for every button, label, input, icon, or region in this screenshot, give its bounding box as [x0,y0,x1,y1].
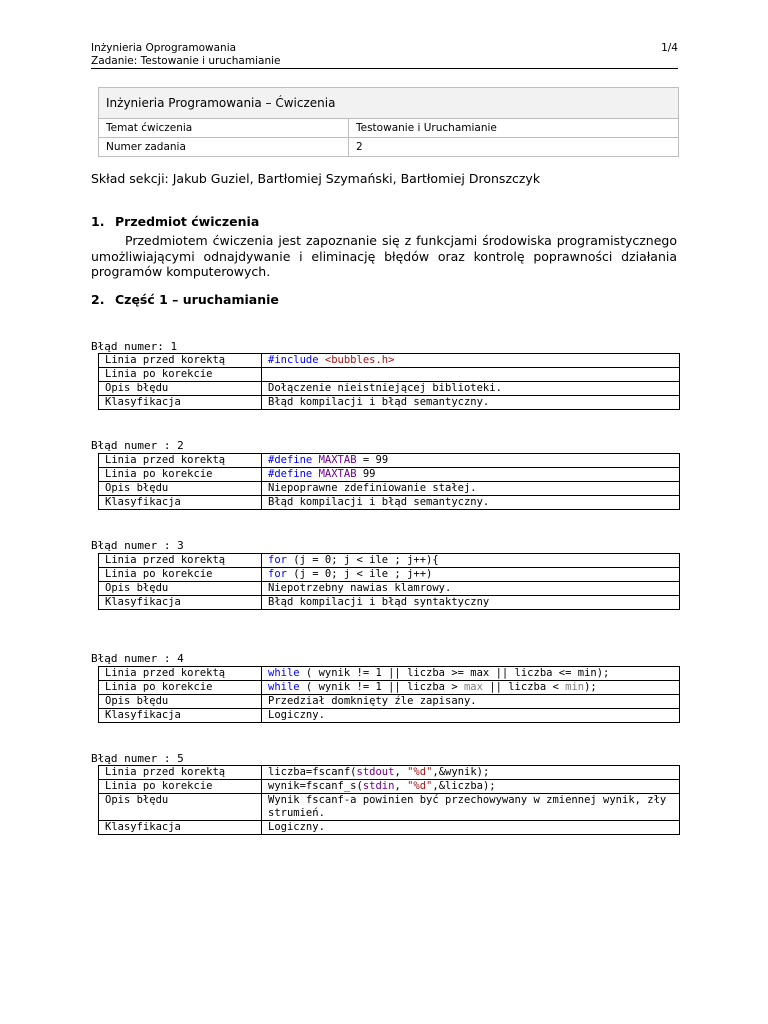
row-label: Linia przed korektą [99,667,262,681]
row-label: Linia przed korektą [99,766,262,780]
error-description: Niepoprawne zdefiniowanie stałej. [262,482,680,496]
task-name: Zadanie: Testowanie i uruchamianie [91,55,281,67]
error-label: Błąd numer : 4 [91,652,184,665]
row-label: Linia po korekcie [99,780,262,794]
error-classification: Logiczny. [262,709,680,723]
error-table [98,453,680,510]
code-before: for (j = 0; j < ile ; j++){ [262,554,680,568]
error-classification: Logiczny. [262,821,680,835]
code-before: #define MAXTAB = 99 [262,454,680,468]
code-after: for (j = 0; j < ile ; j++) [262,568,680,582]
header-divider [91,68,678,69]
code-after: #define MAXTAB 99 [262,468,680,482]
course-name: Inżynieria Oprogramowania [91,42,237,54]
row-label: Klasyfikacja [99,396,262,410]
code-before: liczba=fscanf(stdout, "%d",&wynik); [262,766,680,780]
code-after [262,368,680,382]
code-after: while ( wynik != 1 || liczba > max || liczba < min); [262,681,680,695]
row-label: Linia przed korektą [99,554,262,568]
row-label: Klasyfikacja [99,709,262,723]
error-table [98,553,680,610]
error-description: Dołączenie nieistniejącej biblioteki. [262,382,680,396]
error-classification: Błąd kompilacji i błąd semantyczny. [262,496,680,510]
error-label: Błąd numer: 1 [91,340,178,353]
page-header [91,42,678,68]
row-label: Linia przed korektą [99,454,262,468]
error-table [98,666,680,723]
row-label: Klasyfikacja [99,821,262,835]
row-label: Klasyfikacja [99,596,262,610]
error-classification: Błąd kompilacji i błąd syntaktyczny [262,596,680,610]
error-description: Niepotrzebny nawias klamrowy. [262,582,680,596]
row-label: Klasyfikacja [99,496,262,510]
info-title: Inżynieria Programowania – Ćwiczenia [99,88,679,119]
section-paragraph: Przedmiotem ćwiczenia jest zapoznanie się z funkcjami środowiska programistycznego umożliwiającymi odnajdywanie i eliminację błędów oraz kontrolę poprawności działania programów komputerowych. [91,233,677,279]
error-table [98,353,680,410]
row-label: Opis błędu [99,482,262,496]
page-number: 1/4 [661,42,678,54]
section-members: Skład sekcji: Jakub Guziel, Bartłomiej Szymański, Bartłomiej Dronszczyk [91,171,541,186]
row-label: Opis błędu [99,794,262,821]
section-heading-2: 2. Część 1 – uruchamianie [91,292,279,307]
error-label: Błąd numer : 3 [91,539,184,552]
info-value: Testowanie i Uruchamianie [349,119,679,138]
row-label: Opis błędu [99,582,262,596]
error-label: Błąd numer : 2 [91,439,184,452]
code-after: wynik=fscanf_s(stdin, "%d",&liczba); [262,780,680,794]
row-label: Opis błędu [99,382,262,396]
error-table [98,765,680,835]
row-label: Linia po korekcie [99,368,262,382]
row-label: Linia po korekcie [99,468,262,482]
row-label: Opis błędu [99,695,262,709]
code-before: while ( wynik != 1 || liczba >= max || liczba <= min); [262,667,680,681]
row-label: Linia przed korektą [99,354,262,368]
error-description: Wynik fscanf-a powinien być przechowywany w zmiennej wynik, zły strumień. [262,794,680,821]
code-before: #include <bubbles.h> [262,354,680,368]
info-label: Numer zadania [99,138,349,157]
info-value: 2 [349,138,679,157]
row-label: Linia po korekcie [99,568,262,582]
info-label: Temat ćwiczenia [99,119,349,138]
section-heading-1: 1. Przedmiot ćwiczenia [91,214,260,229]
error-label: Błąd numer : 5 [91,752,184,765]
info-table [98,87,679,157]
error-description: Przedział domknięty źle zapisany. [262,695,680,709]
row-label: Linia po korekcie [99,681,262,695]
error-classification: Błąd kompilacji i błąd semantyczny. [262,396,680,410]
